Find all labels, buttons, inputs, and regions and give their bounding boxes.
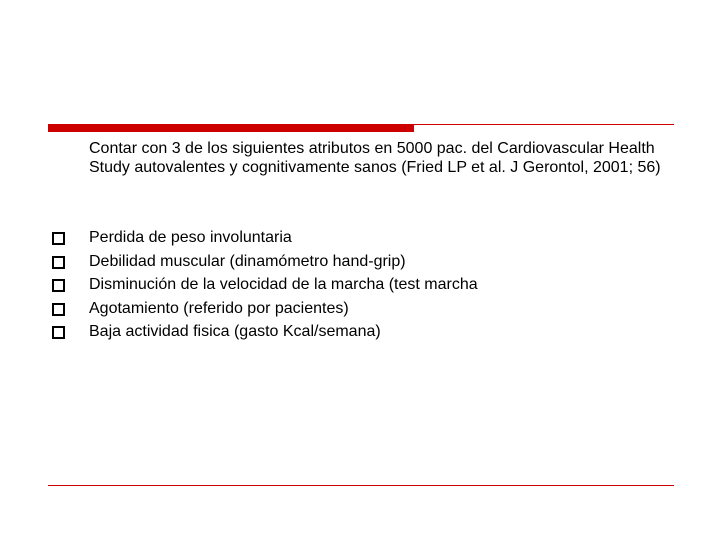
square-bullet-icon (52, 326, 65, 339)
list-item (52, 229, 672, 253)
list-item-text: Disminución de la velocidad de la marcha (test marcha (89, 276, 478, 293)
square-bullet-icon (52, 232, 65, 245)
top-divider-thin-line (414, 124, 674, 125)
list-item (52, 300, 672, 324)
list-item (52, 323, 672, 347)
list-item (52, 253, 672, 277)
top-divider-thick-bar (48, 124, 414, 132)
square-bullet-icon (52, 303, 65, 316)
list-item-text: Agotamiento (referido por pacientes) (89, 299, 349, 317)
criteria-list (52, 229, 672, 347)
top-divider (48, 124, 674, 133)
square-bullet-icon (52, 256, 65, 269)
list-item-text: Perdida de peso involuntaria (89, 229, 292, 246)
intro-text: Contar con 3 de los siguientes atributos en 5000 pac. del Cardiovascular Health Study autovalentes y cognitivamente sanos (Fried LP et al. J Gerontol, 2001; 56) (89, 140, 661, 176)
list-item-text: Debilidad muscular (dinamómetro hand-grip) (89, 252, 406, 270)
bottom-divider (48, 485, 674, 486)
list-item (52, 276, 672, 300)
list-item-text: Baja actividad fisica (gasto Kcal/semana) (89, 323, 381, 340)
square-bullet-icon (52, 279, 65, 292)
